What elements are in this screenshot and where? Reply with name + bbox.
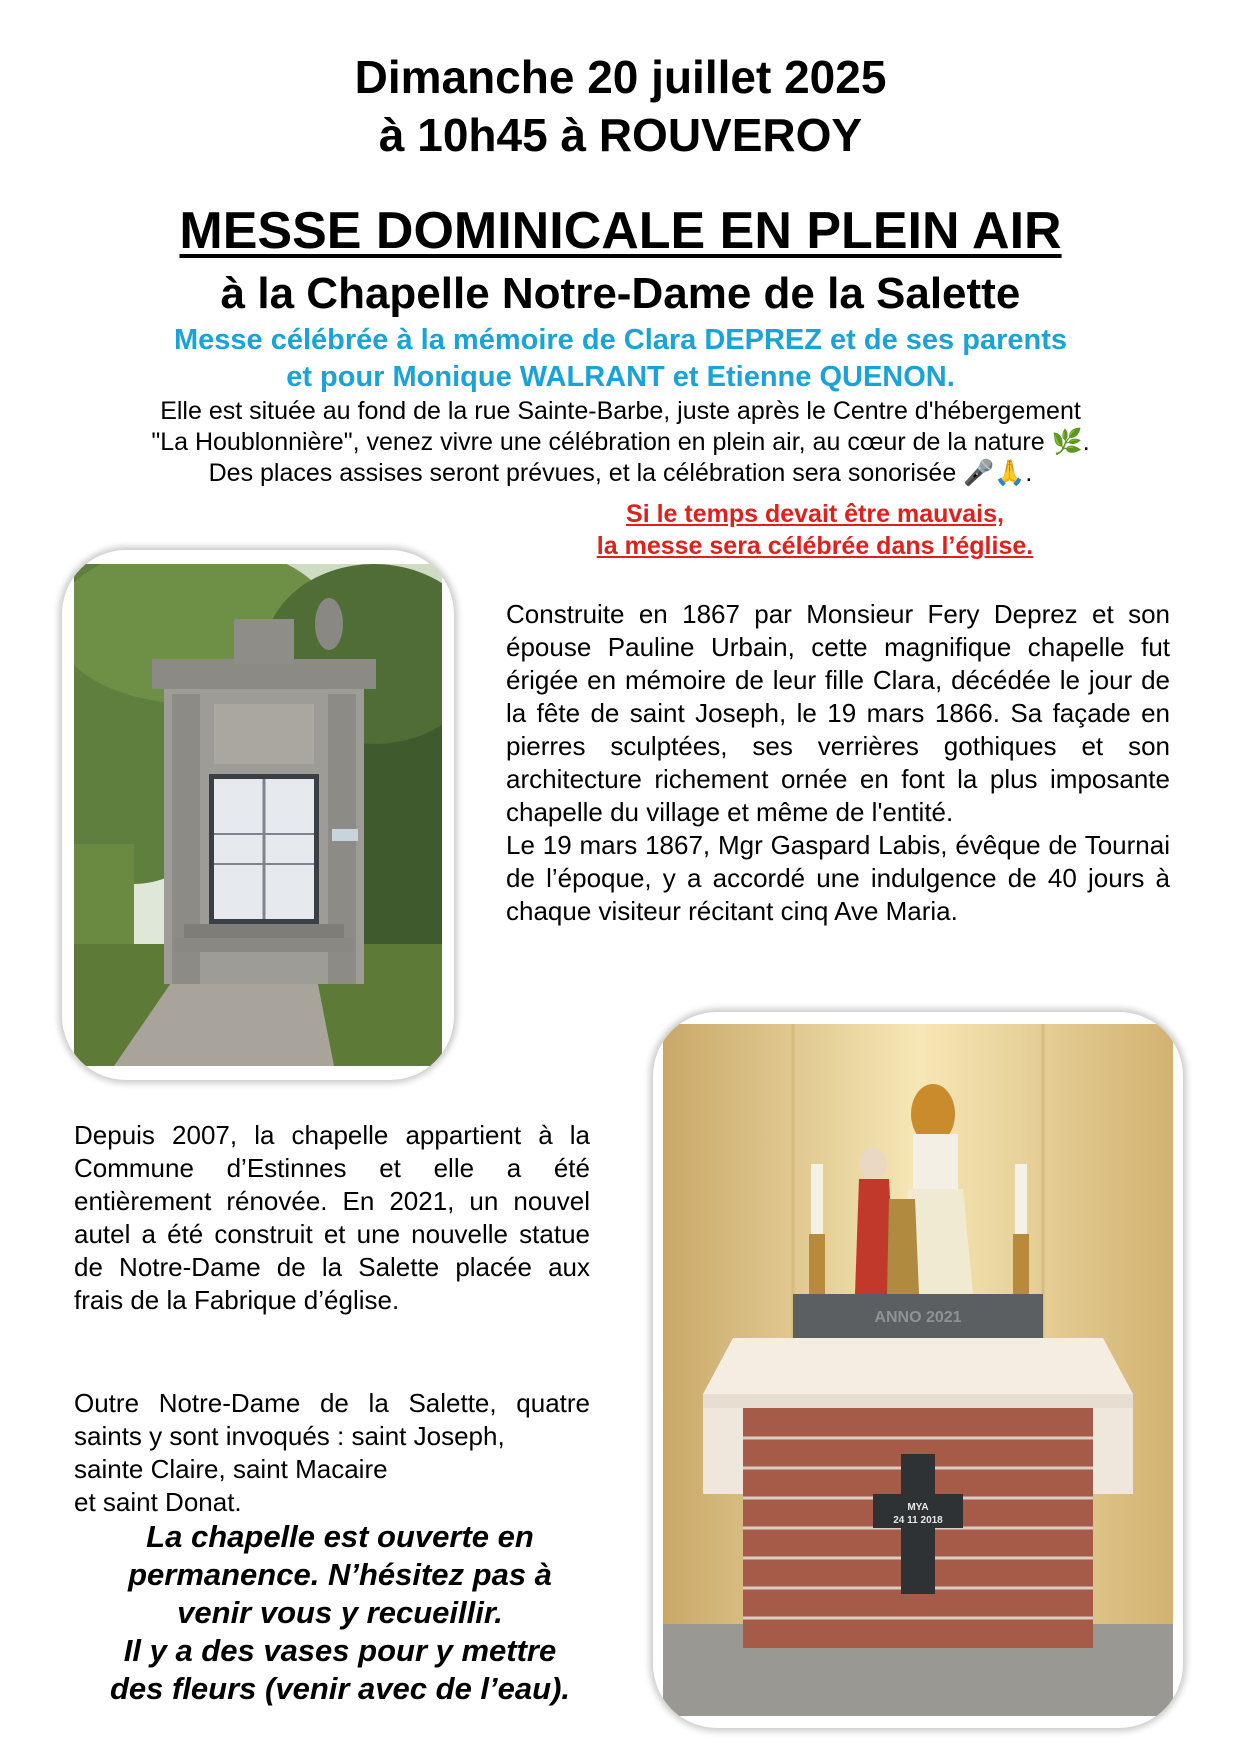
weather-notice [560, 498, 1070, 562]
dedication-line-2: et pour Monique WALRANT et Etienne QUENON. [286, 361, 955, 393]
altar-illustration [663, 1024, 1173, 1716]
cross-date: 24 11 2018 [893, 1515, 943, 1526]
altar-interior-photo [653, 1012, 1183, 1728]
indulgence-text: Le 19 mars 1867, Mgr Gaspard Labis, évêque de Tournai de l’époque, y a accordé une indulgence de 40 jours à chaque visiteur récitant cinq Ave Maria. [506, 830, 1170, 926]
intro-paragraph [0, 396, 1241, 489]
anno-inscription: ANNO 2021 [874, 1309, 962, 1326]
closing-message [70, 1518, 610, 1708]
closing-line-4: Il y a des vases pour y mettre [123, 1633, 557, 1668]
page-title [0, 200, 1241, 262]
ownership-paragraph: Depuis 2007, la chapelle appartient à la Commune d’Estinnes et elle a été entièrement rénovée. En 2021, un nouvel autel a été construit et une nouvelle statue de Notre-Dame de la Salette placée aux frais de la Fabrique d’église. [74, 1120, 590, 1315]
cross-name: MYA [907, 1502, 929, 1513]
weather-line-1: Si le temps devait être mauvais, [626, 500, 1004, 528]
history-text: Construite en 1867 par Monsieur Fery Deprez et son épouse Pauline Urbain, cette magnifique chapelle fut érigée en mémoire de leur fille Clara, décédée le jour de la fête de saint Joseph, le 19 mars 1866. Sa façade en pierres sculptées, ses verrières gothiques et son architecture richement ornée en font la plus imposante chapelle du village et même de l'entité. [506, 599, 1170, 827]
closing-line-3: venir vous y recueillir. [177, 1595, 503, 1630]
date-line: Dimanche 20 juillet 2025 [354, 51, 887, 103]
closing-line-2: permanence. N’hésitez pas à [128, 1557, 552, 1592]
event-date-heading [0, 48, 1241, 164]
saints-line-3: et saint Donat. [74, 1487, 242, 1517]
saints-line-1: Outre Notre-Dame de la Salette, quatre saints y sont invoqués : saint Joseph, [74, 1388, 590, 1451]
saints-paragraph [74, 1387, 590, 1519]
intro-line-3: Des places assises seront prévues, et la célébration sera sonorisée 🎤🙏. [208, 459, 1033, 487]
dedication [0, 322, 1241, 396]
chapel-exterior-photo [62, 550, 454, 1080]
saints-line-2: sainte Claire, saint Macaire [74, 1454, 388, 1484]
title-text: MESSE DOMINICALE EN PLEIN AIR [179, 202, 1062, 260]
intro-line-2: "La Houblonnière", venez vivre une célébration en plein air, au cœur de la nature 🌿. [151, 428, 1090, 456]
closing-line-1: La chapelle est ouverte en [146, 1519, 534, 1554]
closing-line-5: des fleurs (venir avec de l’eau). [109, 1671, 571, 1706]
page-subtitle: à la Chapelle Notre-Dame de la Salette [220, 269, 1021, 318]
chapel-illustration [74, 564, 442, 1066]
history-paragraph [506, 598, 1170, 928]
weather-line-2: la messe sera célébrée dans l’église. [596, 532, 1034, 560]
time-place-line: à 10h45 à ROUVEROY [378, 109, 863, 161]
intro-line-1: Elle est située au fond de la rue Sainte-Barbe, juste après le Centre d'hébergement [160, 397, 1081, 425]
dedication-line-1: Messe célébrée à la mémoire de Clara DEPREZ et de ses parents [174, 324, 1067, 356]
